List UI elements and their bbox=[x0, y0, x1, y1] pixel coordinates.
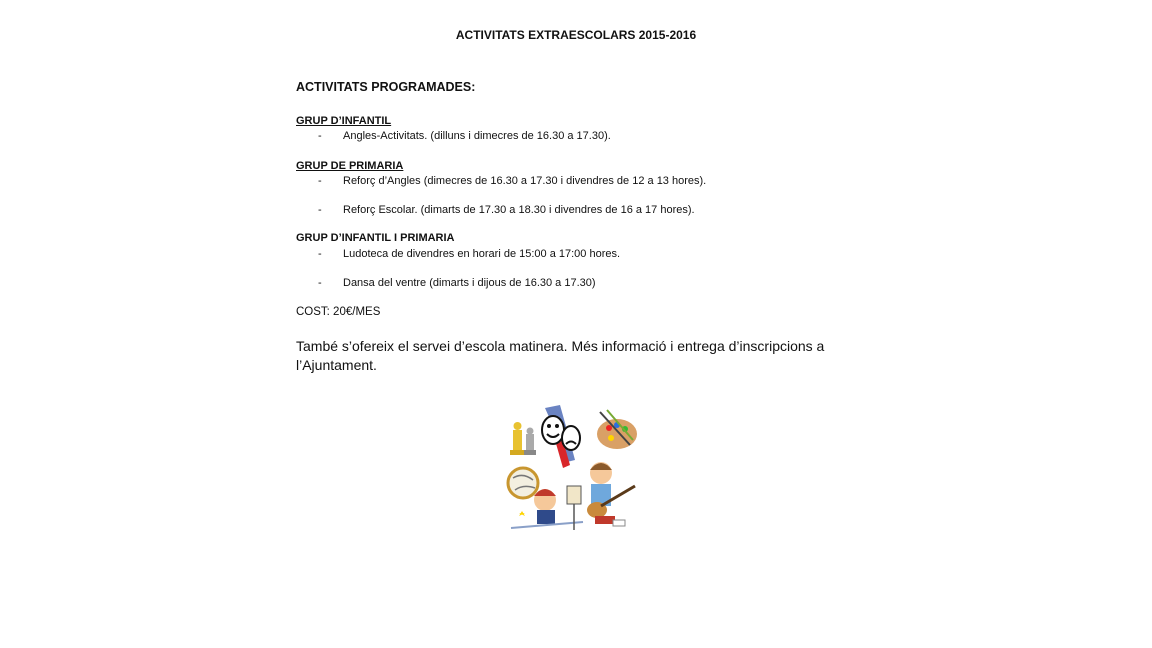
cost-text: COST: 20€/MES bbox=[296, 306, 381, 318]
group-heading-infantil: GRUP D’INFANTIL bbox=[296, 115, 392, 127]
list-item-text: Angles-Activitats. (dilluns i dimecres de 16.30 a 17.30). bbox=[343, 130, 611, 142]
list-item bbox=[318, 175, 706, 187]
list-item bbox=[318, 248, 620, 260]
section-heading: ACTIVITATS PROGRAMADES: bbox=[296, 80, 476, 94]
volleyball-icon bbox=[508, 468, 538, 498]
activities-illustration bbox=[505, 400, 645, 535]
list-item bbox=[318, 277, 596, 289]
bullet-dash: - bbox=[318, 130, 322, 142]
list-item bbox=[318, 204, 695, 216]
paint-palette-icon bbox=[597, 410, 637, 449]
theatre-masks-icon bbox=[542, 405, 580, 468]
document-title: ACTIVITATS EXTRAESCOLARS 2015-2016 bbox=[455, 28, 697, 42]
bullet-dash: - bbox=[318, 248, 322, 260]
list-item-text: Dansa del ventre (dimarts i dijous de 16.30 a 17.30) bbox=[343, 277, 596, 289]
info-paragraph: També s’ofereix el servei d’escola matinera. Més informació i entrega d’inscripcions a l’Ajuntament. bbox=[296, 338, 825, 373]
bullet-dash: - bbox=[318, 277, 322, 289]
list-item bbox=[318, 130, 611, 142]
list-item-text: Ludoteca de divendres en horari de 15:00 a 17:00 hores. bbox=[343, 248, 621, 260]
list-item-text: Reforç d’Angles (dimecres de 16.30 a 17.30 i divendres de 12 a 13 hores). bbox=[343, 175, 707, 187]
chess-icon bbox=[510, 422, 536, 455]
child-guitar-icon bbox=[587, 462, 635, 526]
list-item-text: Reforç Escolar. (dimarts de 17.30 a 18.30 i divendres de 16 a 17 hores). bbox=[343, 204, 695, 216]
bullet-dash: - bbox=[318, 204, 322, 216]
group-heading-primaria: GRUP DE PRIMARIA bbox=[296, 160, 404, 172]
bullet-dash: - bbox=[318, 175, 322, 187]
group-heading-infantil-primaria: GRUP D’INFANTIL I PRIMARIA bbox=[296, 232, 455, 244]
